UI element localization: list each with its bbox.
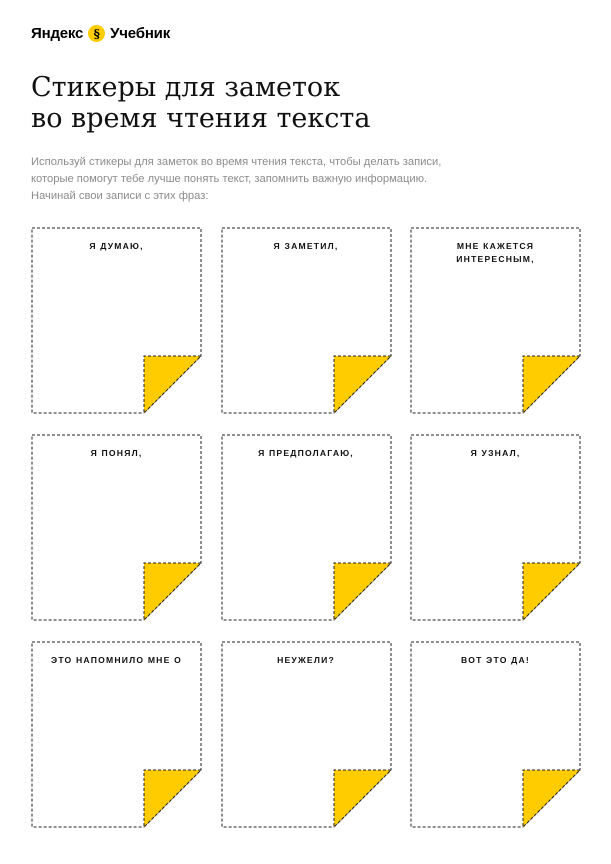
folded-corner-icon [334, 563, 391, 620]
sticker-border [222, 642, 391, 827]
title-line-1: Стикеры для заметок [31, 72, 341, 103]
sticker-border [32, 228, 201, 413]
sticker-2 [221, 227, 392, 414]
title-line-2: во время чтения текста [31, 103, 371, 134]
sticker-border [32, 642, 201, 827]
sticker-5 [221, 434, 392, 621]
sticker-label: Я ПРЕДПОЛАГАЮ, [258, 448, 354, 458]
sticker-outline [221, 641, 392, 828]
sticker-outline [31, 227, 202, 414]
intro-line-3: Начинай свои записи с этих фраз: [31, 190, 209, 202]
sticker-label: Я ЗАМЕТИЛ, [273, 241, 339, 251]
sticker-1 [31, 227, 202, 414]
sticker-outline [31, 434, 202, 621]
sticker-outline [31, 641, 202, 828]
sticker-label: ЭТО НАПОМНИЛО МНЕ О [51, 655, 182, 665]
folded-corner-icon [523, 563, 580, 620]
sticker-outline [221, 227, 392, 414]
sticker-border [32, 435, 201, 620]
sticker-outline [410, 434, 581, 621]
folded-corner-icon [334, 356, 391, 413]
folded-corner-icon [334, 770, 391, 827]
sticker-border [222, 228, 391, 413]
folded-corner-icon [144, 770, 201, 827]
sticker-outline [221, 434, 392, 621]
sticker-outline [410, 641, 581, 828]
folded-corner-icon [523, 356, 580, 413]
logo-product-text: Учебник [110, 25, 171, 42]
intro-line-1: Используй стикеры для заметок во время чтения текста, чтобы делать записи, [31, 156, 442, 168]
intro-line-2: которые помогут тебе лучше понять текст, запомнить важную информацию. [31, 173, 428, 185]
folded-corner-icon [523, 770, 580, 827]
logo-brand-text: Яндекс [31, 25, 84, 42]
folded-corner-icon [144, 563, 201, 620]
folded-corner-icon [144, 356, 201, 413]
sticker-border [222, 435, 391, 620]
page-title [31, 72, 370, 134]
sticker-8 [221, 641, 392, 828]
sticker-4 [31, 434, 202, 621]
sticker-border [411, 642, 580, 827]
sticker-label: МНЕ КАЖЕТСЯ ИНТЕРЕСНЫМ, [456, 241, 535, 264]
sticker-9 [410, 641, 581, 828]
yandex-uchebnik-logo [31, 25, 170, 42]
intro-text [31, 154, 551, 205]
sticker-label: Я ПОНЯЛ, [90, 448, 143, 458]
sticker-border [411, 435, 580, 620]
sticker-label: Я УЗНАЛ, [470, 448, 521, 458]
sticker-3 [410, 227, 581, 414]
sticker-6 [410, 434, 581, 621]
yandex-uchebnik-logo-icon: § [88, 25, 105, 42]
sticker-label: Я ДУМАЮ, [89, 241, 144, 251]
sticker-label: ВОТ ЭТО ДА! [461, 655, 530, 665]
sticker-label: НЕУЖЕЛИ? [277, 655, 335, 665]
sticker-grid [31, 227, 581, 829]
sticker-7 [31, 641, 202, 828]
